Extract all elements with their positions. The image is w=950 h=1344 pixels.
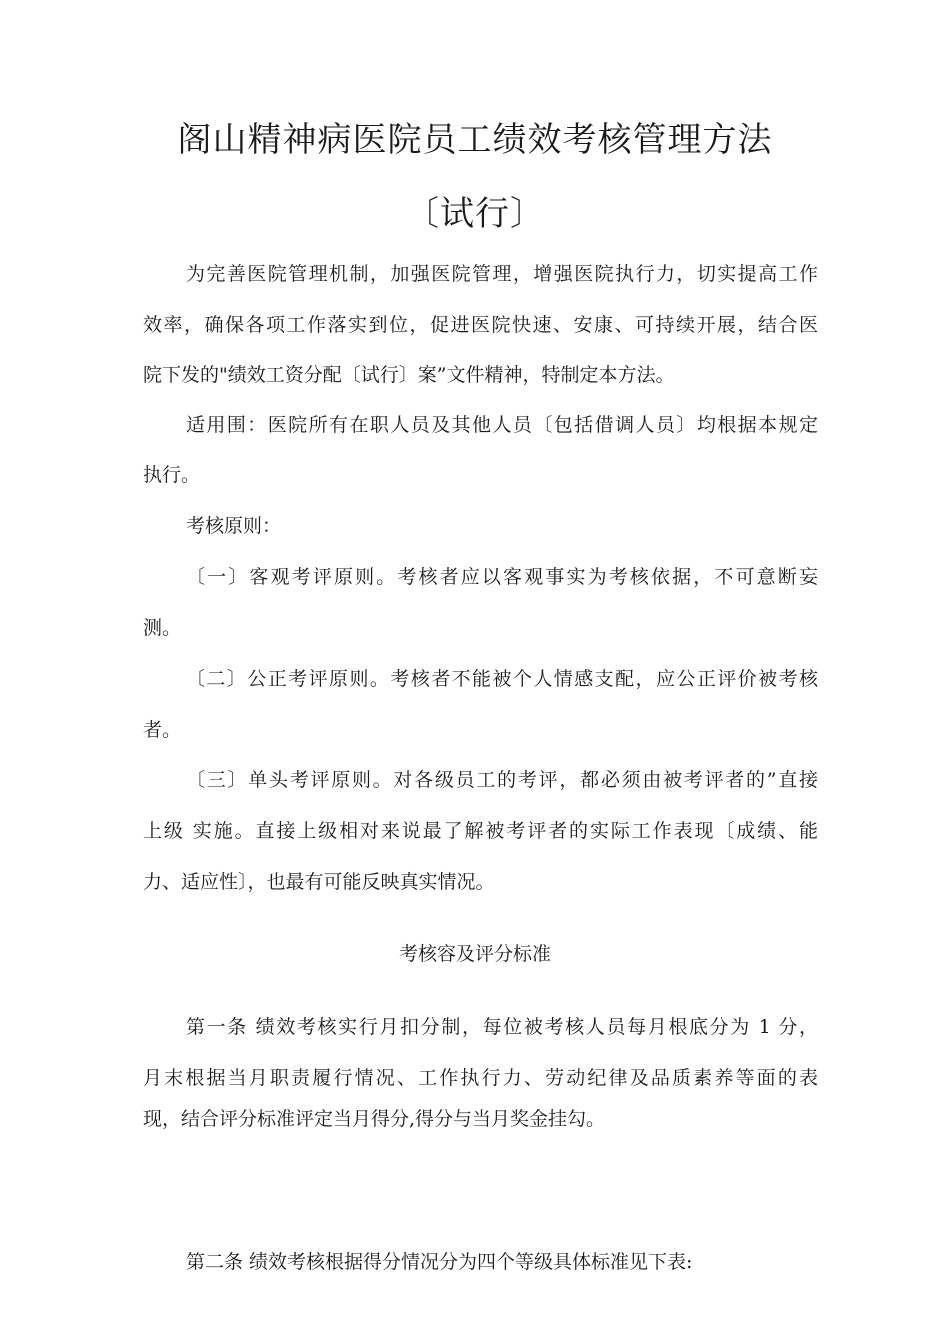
paragraph-line: 月末根据当月职责履行情况、工作执行力、劳动纪律及品质素养等面的表 — [143, 1067, 818, 1089]
section-heading: 考核原则： — [186, 515, 282, 537]
section-heading: 考核容及评分标准 — [398, 943, 551, 965]
paragraph-line: 测。 — [143, 617, 182, 639]
paragraph-line: 者。 — [143, 719, 182, 741]
paragraph-line: 上级 实施。直接上级相对来说最了解被考评者的实际工作表现〔成绩、能 — [143, 820, 818, 842]
document-title: 阁山精神病医院员工绩效考核管理方法 — [177, 120, 773, 160]
paragraph-line: 〔三〕单头考评原则。对各级员工的考评，都必须由被考评者的”直接 — [186, 769, 818, 791]
paragraph-line: 现，结合评分标准评定当月得分,得分与当月奖金挂勾。 — [143, 1108, 606, 1130]
paragraph-line: 力、适应性〕，也最有可能反映真实情况。 — [143, 871, 495, 893]
paragraph-line: 第二条 绩效考核根据得分情况分为四个等级具体标准见下表: — [186, 1251, 693, 1273]
paragraph-line: 〔一〕客观考评原则。考核者应以客观事实为考核依据，不可意断妄 — [186, 566, 818, 588]
paragraph-line: 〔二〕公正考评原则。考核者不能被个人情感支配，应公正评价被考核 — [186, 668, 818, 690]
paragraph-line: 第一条 绩效考核实行月扣分制，每位被考核人员每月根底分为 1 分， — [186, 1016, 818, 1038]
paragraph-line: 为完善医院管理机制，加强医院管理，增强医院执行力，切实提高工作 — [186, 263, 818, 285]
paragraph-line: 效率，确保各项工作落实到位，促进医院快速、安康、可持续开展，结合医 — [143, 314, 818, 336]
document-subtitle: 〔试行〕 — [405, 194, 545, 234]
paragraph-line: 院下发的"绩效工资分配〔试行〕案”文件精神，特制定本方法。 — [143, 364, 675, 386]
paragraph-line: 执行。 — [143, 464, 201, 486]
paragraph-line: 适用围：医院所有在职人员及其他人员〔包括借调人员〕均根据本规定 — [186, 414, 818, 436]
